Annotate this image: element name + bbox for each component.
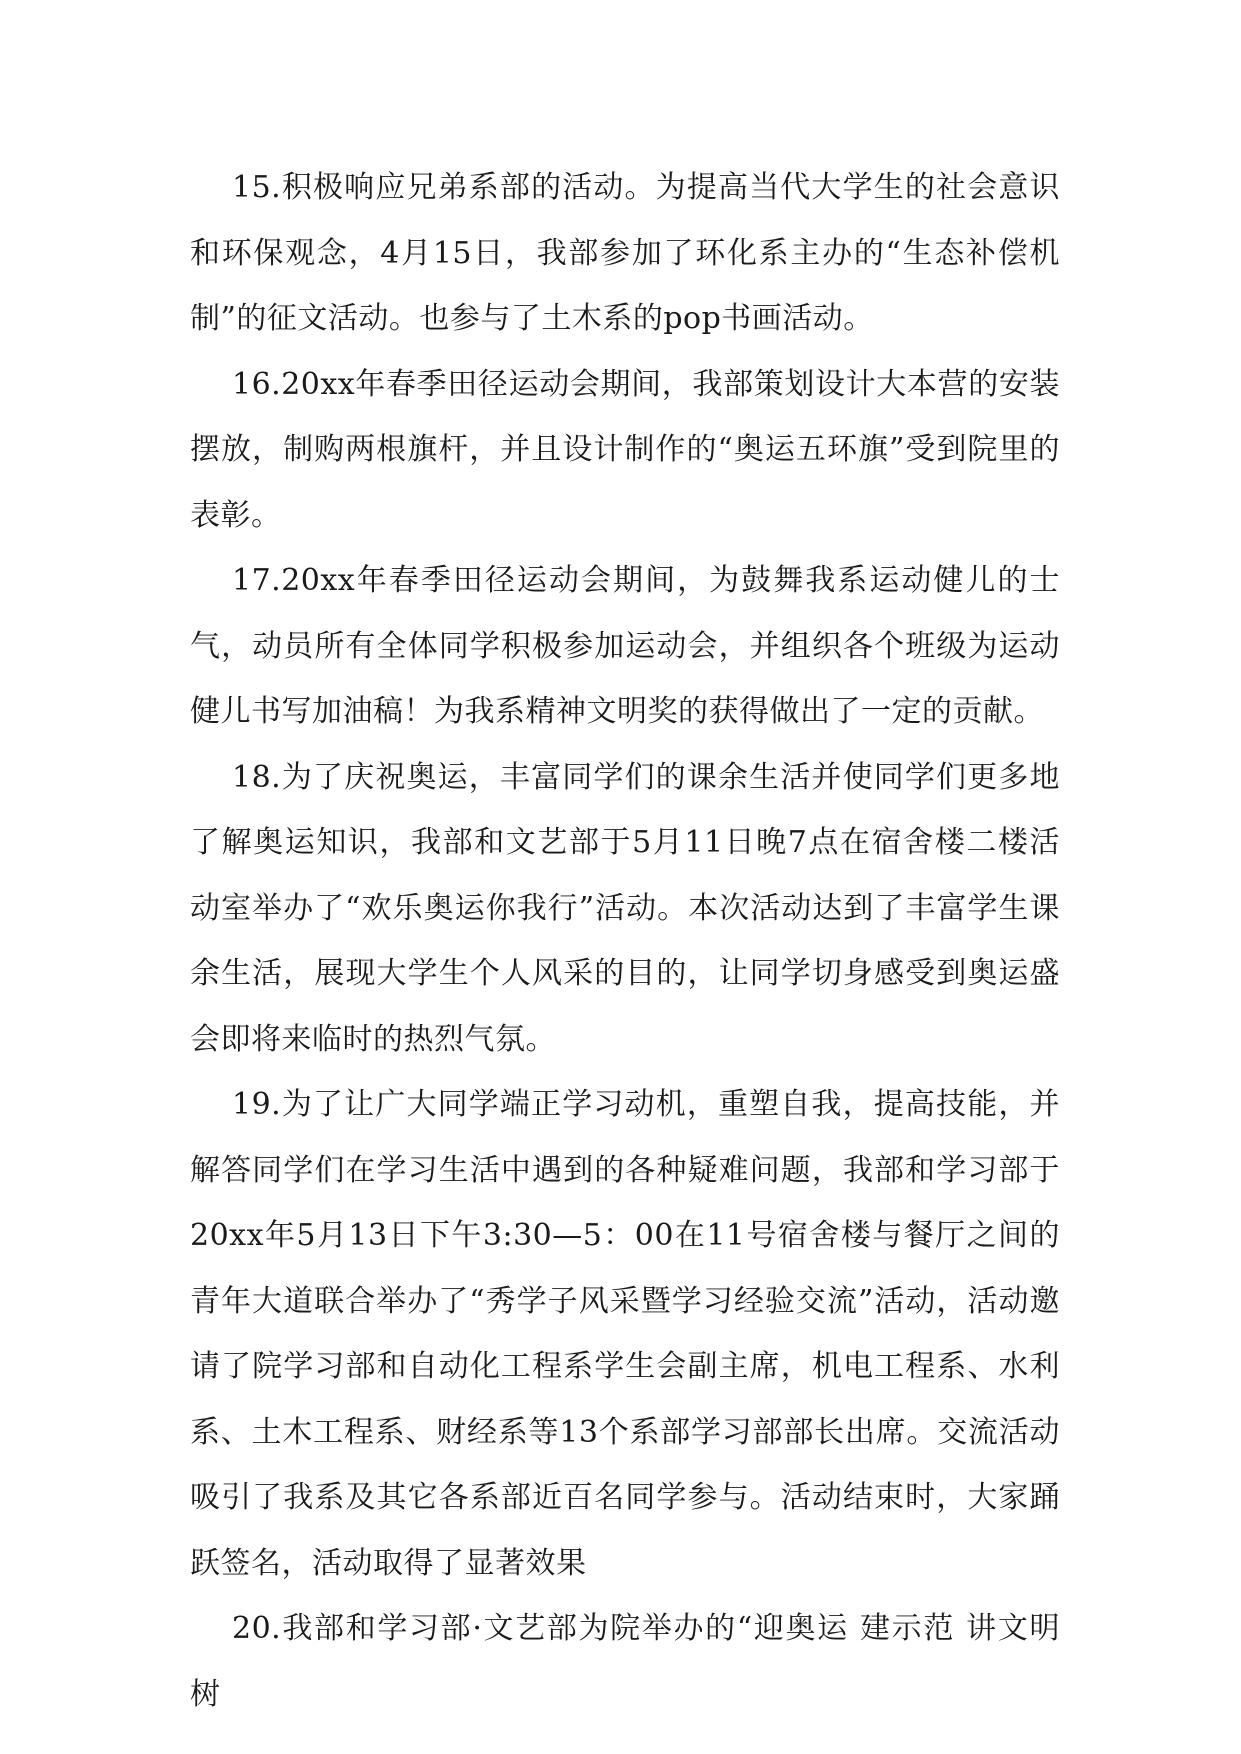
paragraph-18: 18.为了庆祝奥运，丰富同学们的课余生活并使同学们更多地了解奥运知识，我部和文艺部于5月11日晚7点在宿舍楼二楼活动室举办了“欢乐奥运你我行”活动。本次活动达到了丰富学生课余生活，展现大学生个人风采的目的，让同学切身感受到奥运盛会即将来临时的热烈气氛。 bbox=[190, 759, 1060, 1057]
paragraph-19: 19.为了让广大同学端正学习动机，重塑自我，提高技能，并解答同学们在学习生活中遇到的各种疑难问题，我部和学习部于20xx年5月13日下午3:30—5：00在11号宿舍楼与餐厅之间的青年大道联合举办了“秀学子风采暨学习经验交流”活动，活动邀请了院学习部和自动化工程系学生会副主席，机电工程系、水利系、土木工程系、财经系等13个系部学习部部长出席。交流活动吸引了我系及其它各系部近百名同学参与。活动结束时，大家踊跃签名，活动取得了显著效果 bbox=[190, 1087, 1060, 1581]
document-body bbox=[190, 155, 1060, 1727]
paragraph-20: 20.我部和学习部·文艺部为院举办的“迎奥运 建示范 讲文明 树 bbox=[190, 1611, 1060, 1712]
paragraph-17: 17.20xx年春季田径运动会期间，为鼓舞我系运动健儿的士气，动员所有全体同学积极参加运动会，并组织各个班级为运动健儿书写加油稿！为我系精神文明奖的获得做出了一定的贡献。 bbox=[190, 563, 1060, 729]
paragraph-15: 15.积极响应兄弟系部的活动。为提高当代大学生的社会意识和环保观念，4月15日，我部参加了环化系主办的“生态补偿机制”的征文活动。也参与了土木系的pop书画活动。 bbox=[190, 170, 1060, 336]
paragraph-16: 16.20xx年春季田径运动会期间，我部策划设计大本营的安装摆放，制购两根旗杆，并且设计制作的“奥运五环旗”受到院里的表彰。 bbox=[190, 366, 1060, 533]
